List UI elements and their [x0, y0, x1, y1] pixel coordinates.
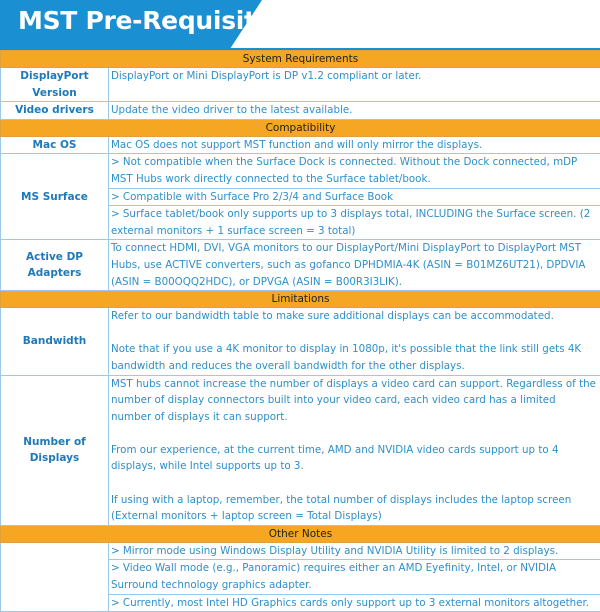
table-row — [1, 542, 600, 560]
table-row — [1, 102, 600, 120]
row-text-ms-surface-1: > Not compatible when the Surface Dock is connected. Without the Dock connected, mDP MST Hubs work directly connected to the Surface tablet/book. — [109, 154, 600, 188]
row-text-other-note-2: > Video Wall mode (e.g., Panoramic) requires either an AMD Eyefinity, Intel, or NVIDIA Surround technology graphics adapter. — [109, 560, 600, 594]
row-label-displayport-version: DisplayPort Version — [1, 68, 109, 102]
row-text-ms-surface-2: > Compatible with Surface Pro 2/3/4 and Surface Book — [109, 188, 600, 206]
row-label-mac-os: Mac OS — [1, 136, 109, 154]
table-row — [1, 136, 600, 154]
row-text-mac-os: Mac OS does not support MST function and will only mirror the displays. — [109, 136, 600, 154]
section-header-limitations: Limitations — [1, 291, 600, 308]
row-cell-number-of-displays — [109, 375, 600, 525]
row-label-active-dp-adapters: Active DP Adapters — [1, 240, 109, 291]
table-row — [1, 240, 600, 291]
row-label-other-notes-empty — [1, 542, 109, 611]
section-header-other-notes: Other Notes — [1, 525, 600, 542]
row-text-other-note-3: > Currently, most Intel HD Graphics cards only support up to 3 external monitors altogether. — [109, 594, 600, 612]
displays-paragraph-2: From our experience, at the current time, AMD and NVIDIA video cards support up to 4 displays, while Intel supports up to 3. — [111, 444, 559, 473]
paragraph-gap — [111, 425, 598, 442]
row-label-video-drivers: Video drivers — [1, 102, 109, 120]
table-row — [1, 375, 600, 525]
section-row-system-requirements — [1, 51, 600, 68]
row-text-ms-surface-3: > Surface tablet/book only supports up to 3 displays total, INCLUDING the Surface screen. (2 external monitors + 1 surface screen = 3 total) — [109, 206, 600, 240]
section-row-other-notes — [1, 525, 600, 542]
section-row-compatibility — [1, 119, 600, 136]
row-text-other-note-1: > Mirror mode using Windows Display Utility and NVIDIA Utility is limited to 2 displays. — [109, 542, 600, 560]
row-label-bandwidth: Bandwidth — [1, 308, 109, 375]
section-header-system-requirements: System Requirements — [1, 51, 600, 68]
bandwidth-paragraph-1: Refer to our bandwidth table to make sure additional displays can be accommodated. — [111, 310, 554, 322]
row-text-video-drivers: Update the video driver to the latest available. — [109, 102, 600, 120]
row-text-displayport-version: DisplayPort or Mini DisplayPort is DP v1.2 compliant or later. — [109, 68, 600, 102]
section-row-limitations — [1, 291, 600, 308]
table-row — [1, 68, 600, 102]
paragraph-gap — [111, 325, 598, 342]
row-label-ms-surface: MS Surface — [1, 154, 109, 240]
row-label-number-of-displays: Number of Displays — [1, 375, 109, 525]
row-text-active-dp-adapters: To connect HDMI, DVI, VGA monitors to our DisplayPort/Mini DisplayPort to DisplayPort MST Hubs, use ACTIVE converters, such as gofanco DPHDMIA-4K (ASIN = B01MZ6UT21), DPDVIA (ASIN = B00OQQ2HDC), or DPVGA (ASIN = B00R3I3LIK). — [109, 240, 600, 291]
paragraph-gap — [111, 475, 598, 492]
table-row — [1, 308, 600, 375]
displays-paragraph-1: MST hubs cannot increase the number of displays a video card can support. Regardless of the number of display connectors built into your video card, each video card has a limited number of displays it can support. — [111, 378, 596, 423]
displays-paragraph-3: If using with a laptop, remember, the total number of displays includes the laptop screen (External monitors + laptop screen = Total Displays) — [111, 494, 571, 523]
requirements-table — [0, 50, 600, 612]
page-title: MST Pre-Requisites — [18, 6, 287, 35]
section-header-compatibility: Compatibility — [1, 119, 600, 136]
bandwidth-paragraph-2: Note that if you use a 4K monitor to display in 1080p, it's possible that the link still gets 4K bandwidth and reduces the overall bandwidth for the other displays. — [111, 343, 581, 372]
table-row — [1, 154, 600, 188]
row-cell-bandwidth — [109, 308, 600, 375]
